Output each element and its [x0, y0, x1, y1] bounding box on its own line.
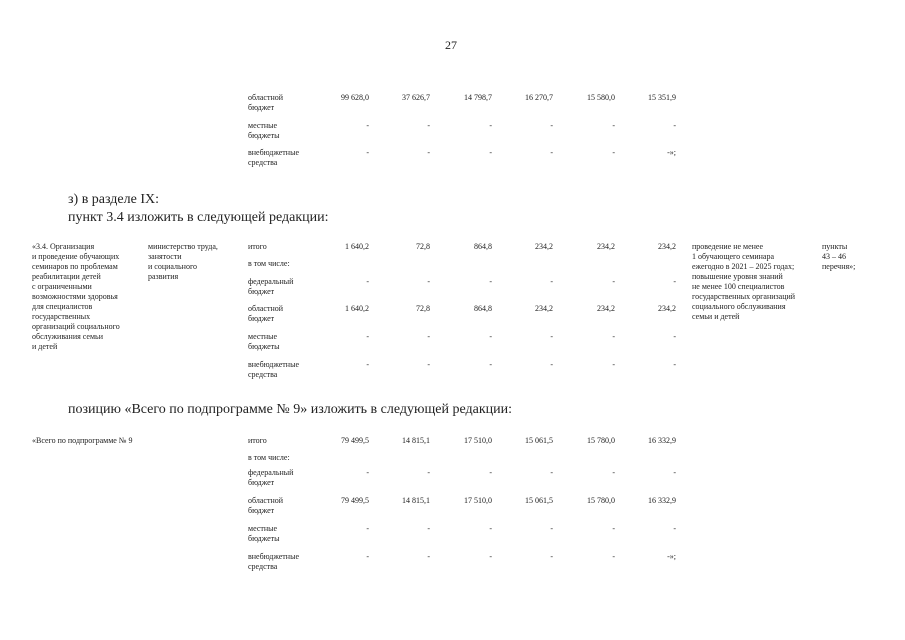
value-cell: -: [427, 277, 430, 286]
value-cell: -: [673, 121, 676, 130]
value-cell: -: [366, 277, 369, 286]
value-cell: -: [612, 524, 615, 533]
value-cell: 1 640,2: [345, 242, 369, 251]
value-cell: -»;: [667, 148, 676, 157]
value-cell: -: [673, 277, 676, 286]
value-cell: -: [427, 148, 430, 157]
row-label: внебюджетные средства: [248, 360, 299, 379]
value-cell: 15 351,9: [648, 93, 676, 102]
row-label: областной бюджет: [248, 304, 284, 323]
value-cell: -: [612, 277, 615, 286]
value-cell: -: [550, 524, 553, 533]
value-cell: -: [673, 468, 676, 477]
value-cell: 14 815,1: [402, 436, 430, 445]
value-cell: -: [550, 332, 553, 341]
value-cell: 14 798,7: [464, 93, 492, 102]
row-label: в том числе:: [248, 453, 290, 462]
value-cell: -: [612, 148, 615, 157]
value-cell: 15 061,5: [525, 436, 553, 445]
value-cell: -: [489, 360, 492, 369]
row-label: областной бюджет: [248, 496, 284, 515]
row-label: областной бюджет: [248, 93, 284, 112]
value-cell: 15 780,0: [587, 496, 615, 505]
value-cell: -: [673, 332, 676, 341]
value-cell: -: [427, 552, 430, 561]
value-cell: 234,2: [658, 304, 676, 313]
value-cell: -: [550, 121, 553, 130]
value-cell: 864,8: [474, 304, 492, 313]
value-cell: -»;: [667, 552, 676, 561]
row-label: внебюджетные средства: [248, 552, 299, 571]
value-cell: -: [366, 121, 369, 130]
value-cell: 99 628,0: [341, 93, 369, 102]
value-cell: -: [489, 552, 492, 561]
value-cell: -: [489, 121, 492, 130]
value-cell: 15 780,0: [587, 436, 615, 445]
row-label: местные бюджеты: [248, 524, 280, 543]
value-cell: -: [612, 552, 615, 561]
value-cell: 16 332,9: [648, 436, 676, 445]
value-cell: 234,2: [535, 304, 553, 313]
value-cell: -: [550, 277, 553, 286]
value-cell: -: [673, 524, 676, 533]
value-cell: 17 510,0: [464, 496, 492, 505]
position-instruction: позицию «Всего по подпрограмме № 9» изложить в следующей редакции:: [68, 402, 513, 417]
value-cell: -: [489, 468, 492, 477]
value-cell: 234,2: [535, 242, 553, 251]
row-label: итого: [248, 436, 267, 445]
value-cell: 234,2: [597, 242, 615, 251]
row-label: внебюджетные средства: [248, 148, 299, 167]
value-cell: -: [489, 524, 492, 533]
expected-result: проведение не менее 1 обучающего семинара ежегодно в 2021 – 2025 годах; повышение уровня знаний не менее 100 специалистов государственных организаций социального обслуживания семьи и детей: [692, 242, 796, 321]
value-cell: -: [427, 332, 430, 341]
value-cell: -: [366, 524, 369, 533]
total-subprogram-label: «Всего по подпрограмме № 9: [32, 436, 133, 445]
value-cell: 1 640,2: [345, 304, 369, 313]
value-cell: -: [427, 360, 430, 369]
value-cell: 864,8: [474, 242, 492, 251]
row-label: в том числе:: [248, 259, 290, 268]
value-cell: -: [550, 360, 553, 369]
value-cell: -: [366, 360, 369, 369]
responsible-executor: министерство труда, занятости и социального развития: [148, 242, 218, 281]
measure-description: «3.4. Организация и проведение обучающих семинаров по проблемам реабилитации детей с ограниченными возможностями здоровья для специалистов государственных организаций социального обслуживания семьи и детей: [32, 242, 120, 351]
value-cell: 234,2: [658, 242, 676, 251]
value-cell: -: [612, 468, 615, 477]
value-cell: -: [427, 524, 430, 533]
value-cell: -: [489, 332, 492, 341]
value-cell: -: [550, 552, 553, 561]
value-cell: 16 332,9: [648, 496, 676, 505]
row-label: местные бюджеты: [248, 332, 280, 351]
value-cell: -: [366, 468, 369, 477]
value-cell: 16 270,7: [525, 93, 553, 102]
value-cell: 15 580,0: [587, 93, 615, 102]
value-cell: 72,8: [416, 304, 430, 313]
value-cell: -: [366, 332, 369, 341]
value-cell: -: [489, 277, 492, 286]
value-cell: -: [612, 332, 615, 341]
row-label: федеральный бюджет: [248, 468, 294, 487]
value-cell: 15 061,5: [525, 496, 553, 505]
value-cell: -: [612, 360, 615, 369]
value-cell: -: [427, 121, 430, 130]
value-cell: -: [489, 148, 492, 157]
page-number: 27: [445, 38, 457, 52]
value-cell: -: [550, 148, 553, 157]
value-cell: 79 499,5: [341, 436, 369, 445]
value-cell: 14 815,1: [402, 496, 430, 505]
value-cell: -: [612, 121, 615, 130]
value-cell: 72,8: [416, 242, 430, 251]
row-label: федеральный бюджет: [248, 277, 294, 296]
value-cell: -: [427, 468, 430, 477]
value-cell: -: [366, 552, 369, 561]
value-cell: -: [550, 468, 553, 477]
row-label: местные бюджеты: [248, 121, 280, 140]
section-heading: з) в разделе IX:: [68, 192, 159, 207]
value-cell: -: [673, 360, 676, 369]
value-cell: 37 626,7: [402, 93, 430, 102]
value-cell: 79 499,5: [341, 496, 369, 505]
value-cell: -: [366, 148, 369, 157]
list-points: пункты 43 – 46 перечня»;: [822, 242, 856, 271]
value-cell: 17 510,0: [464, 436, 492, 445]
section-instruction: пункт 3.4 изложить в следующей редакции:: [68, 210, 329, 225]
value-cell: 234,2: [597, 304, 615, 313]
row-label: итого: [248, 242, 267, 251]
